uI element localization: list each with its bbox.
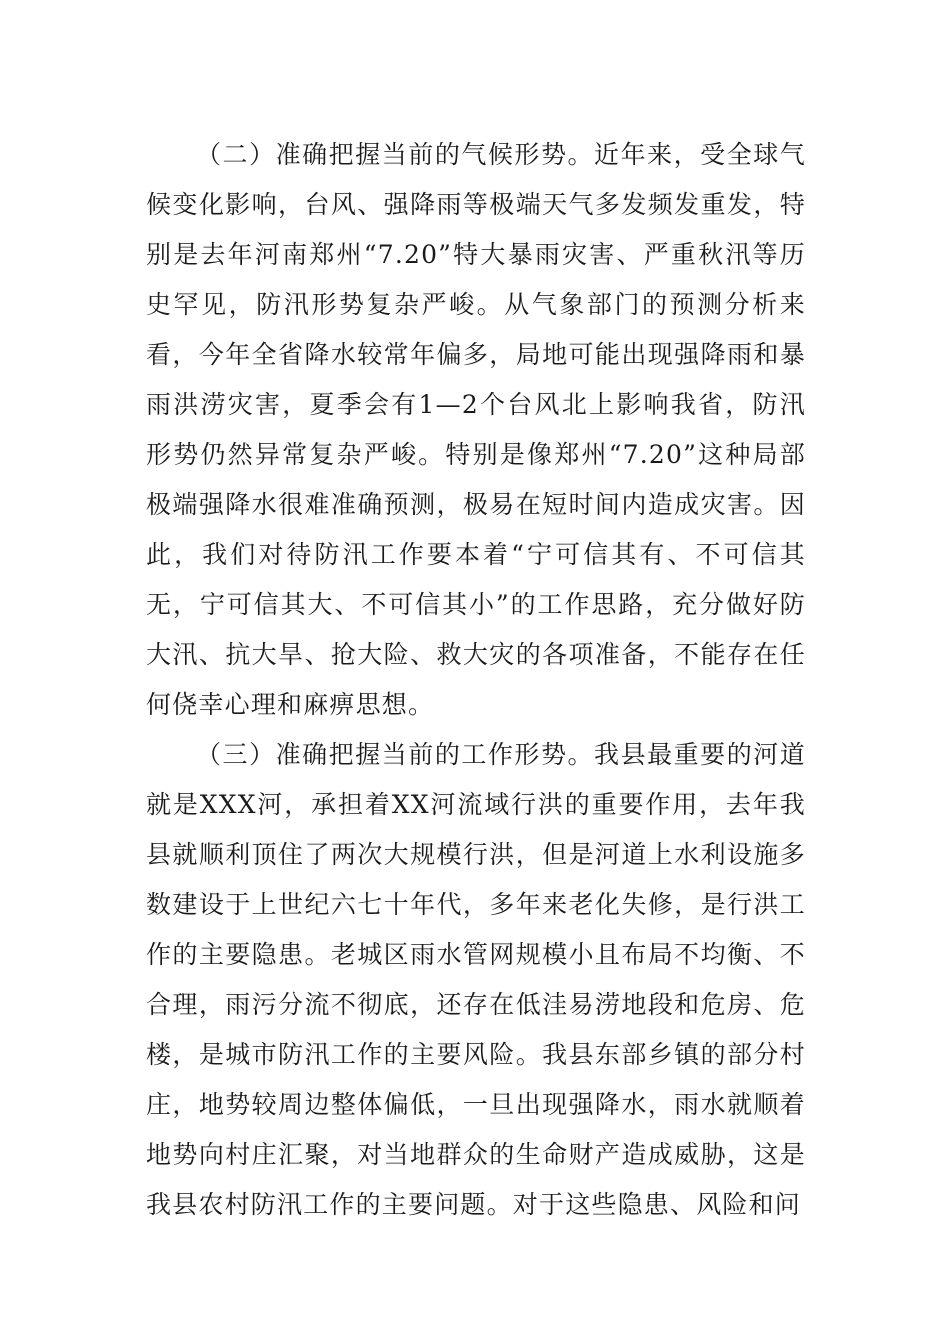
paragraph-climate-situation: （二）准确把握当前的气候形势。近年来，受全球气候变化影响，台风、强降雨等极端天气多发频发重发，特别是去年河南郑州“7.20”特大暴雨灾害、严重秋汛等历史罕见，防汛形势复杂严峻。从气象部门的预测分析来看，今年全省降水较常年偏多，局地可能出现强降雨和暴雨洪涝灾害，夏季会有1—2个台风北上影响我省，防汛形势仍然异常复杂严峻。特别是像郑州“7.20”这种局部极端强降水很难准确预测，极易在短时间内造成灾害。因此，我们对待防汛工作要本着“宁可信其有、不可信其无，宁可信其大、不可信其小”的工作思路，充分做好防大汛、抗大旱、抢大险、救大灾的各项准备，不能存在任何侥幸心理和麻痹思想。	[146, 140, 806, 719]
paragraph-work-situation: （三）准确把握当前的工作形势。我县最重要的河道就是XXX河，承担着XX河流域行洪的重要作用，去年我县就顺利顶住了两次大规模行洪，但是河道上水利设施多数建设于上世纪六七十年代，多年来老化失修，是行洪工作的主要隐患。老城区雨水管网规模小且布局不均衡、不合理，雨污分流不彻底，还存在低洼易涝地段和危房、危楼，是城市防汛工作的主要风险。我县东部乡镇的部分村庄，地势较周边整体偏低，一旦出现强降水，雨水就顺着地势向村庄汇聚，对当地群众的生命财产造成威胁，这是我县农村防汛工作的主要问题。对于这些隐患、风险和问	[146, 740, 806, 1219]
document-body	[146, 130, 806, 1230]
